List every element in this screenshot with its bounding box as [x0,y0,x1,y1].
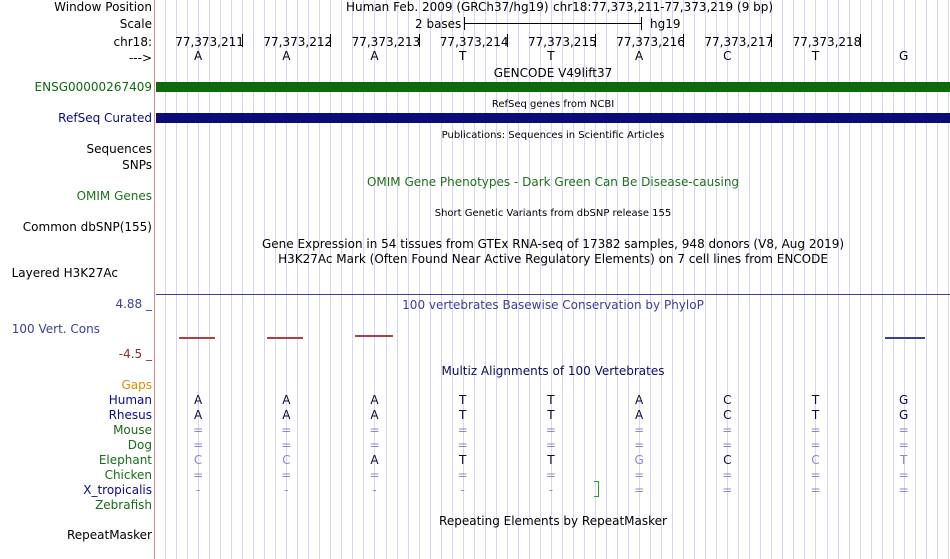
alignment-cell: = [193,438,204,452]
base-letter: A [282,49,291,63]
alignment-cell: = [369,438,380,452]
phylop-track-title: 100 vertebrates Basewise Conservation by PhyloP [402,298,704,312]
alignment-cell: = [634,423,645,437]
alignment-cell: = [369,468,380,482]
alignment-cell: C [723,393,732,407]
alignment-cell: G [899,393,909,407]
alignment-cell: = [281,468,292,482]
alignment-cell: A [282,393,291,407]
base-letter: A [370,49,379,63]
alignment-cell: T [547,453,555,467]
assembly-title: Human Feb. 2009 (GRCh37/hg19) [346,0,549,14]
base-letter: T [547,49,555,63]
cons-value-1 [179,337,215,339]
strand-label[interactable]: ---> [128,51,152,65]
alignment-cell: A [370,408,379,422]
alignment-cell: = [457,423,468,437]
omim-track-label[interactable]: OMIM Genes [76,189,152,203]
snps-track-label[interactable]: SNPs [122,158,152,172]
base-letter: A [634,49,644,63]
alignment-cell: A [282,408,291,422]
species-label-elephant[interactable]: Elephant [98,453,152,467]
alignment-cell: = [898,483,909,497]
alignment-cell: = [281,438,292,452]
scale-label: Scale [119,17,152,31]
omim-track-title: OMIM Gene Phenotypes - Dark Green Can Be Disease-causing [366,175,740,189]
alignment-cell: T [459,393,467,407]
alignment-cell: = [810,483,821,497]
cons-max-label: 4.88 _ [115,297,152,311]
alignment-cell: = [634,483,645,497]
alignment-cell: = [545,438,556,452]
refseq-track-title: RefSeq genes from NCBI [491,99,615,110]
alignment-cell: A [193,408,203,422]
cons-value-3 [355,335,393,337]
species-label-zebrafish[interactable]: Zebrafish [95,498,152,512]
refseq-gene-bar[interactable] [156,113,950,123]
alignment-cell: = [722,468,733,482]
repeatmasker-track-title: Repeating Elements by RepeatMasker [439,514,667,528]
alignment-cell: = [810,423,821,437]
alignment-cell: - [372,483,377,497]
gtex-track-title: Gene Expression in 54 tissues from GTEx RNA-seq of 17382 samples, 948 donors (V8, Aug 2019) [261,237,845,251]
alignment-cell: G [634,453,644,467]
publications-track-title: Publications: Sequences in Scientific Articles [441,130,665,141]
ruler-position: 77,373,211 [175,35,244,49]
gaps-label: Gaps [121,378,152,392]
alignment-cell: = [898,468,909,482]
ruler-position: 77,373,217 [704,35,774,49]
alignment-cell: = [545,423,556,437]
refseq-track-label[interactable]: RefSeq Curated [58,111,152,125]
alignment-cell: - [284,483,289,497]
alignment-cell: = [281,423,292,437]
base-letter: T [459,49,467,63]
species-label-dog[interactable]: Dog [127,438,152,452]
ruler-position: 77,373,215 [528,35,597,49]
chrom-label: chr18: [113,35,152,49]
alignment-cell: T [459,408,467,422]
species-label-chicken[interactable]: Chicken [104,468,152,482]
alignment-cell: = [545,468,556,482]
alignment-cell: T [811,393,820,407]
ruler-position: 77,373,216 [616,35,685,49]
alignment-cell: - [195,483,201,497]
alignment-cell: = [722,438,733,452]
dbsnp-track-title: Short Genetic Variants from dbSNP release 155 [434,208,672,219]
alignment-cell: G [899,408,909,422]
scale-bar [464,23,642,24]
alignment-cell: C [811,453,820,467]
gencode-gene-bar[interactable] [156,82,950,92]
h3k27ac-track-label[interactable]: Layered H3K27Ac [11,266,118,280]
window-position-label: Window Position [54,0,152,14]
gencode-track-title: GENCODE V49lift37 [493,66,613,80]
alignment-cell: = [898,423,909,437]
position-range: chr18:77,373,211-77,373,219 (9 bp) [553,0,774,14]
ruler-position: 77,373,218 [792,35,862,49]
gencode-track-label[interactable]: ENSG00000267409 [34,80,152,94]
alignment-cell: A [193,393,203,407]
insertion-marker [594,481,599,497]
alignment-cell: = [810,468,821,482]
alignment-cell: - [460,483,465,497]
ruler-position: 77,373,213 [351,35,421,49]
alignment-cell: T [459,453,467,467]
alignment-cell: = [457,438,468,452]
h3k27ac-track-title: H3K27Ac Mark (Often Found Near Active Regulatory Elements) on 7 cell lines from ENCODE [278,252,828,266]
ruler-position: 77,373,212 [263,35,333,49]
alignment-cell: = [634,468,645,482]
dbsnp-track-label[interactable]: Common dbSNP(155) [22,220,152,234]
cons-value-2 [267,337,303,339]
alignment-cell: = [722,483,733,497]
alignment-cell: T [547,408,555,422]
phylop-top-line [156,294,950,295]
alignment-cell: = [193,423,204,437]
ruler-position: 77,373,214 [439,35,509,49]
alignment-cell: = [722,423,733,437]
alignment-cell: = [634,438,645,452]
base-letter: A [193,49,203,63]
alignment-cell: A [634,408,644,422]
species-label-human[interactable]: Human [108,393,152,407]
scale-bar-right [641,17,642,30]
alignment-cell: C [723,453,732,467]
scale-db: hg19 [650,17,681,31]
sequences-track-label[interactable]: Sequences [86,142,152,156]
alignment-cell: = [193,468,204,482]
alignment-cell: C [723,408,732,422]
cons-value-9 [885,337,925,339]
alignment-cell: A [634,393,644,407]
alignment-cell: = [898,438,909,452]
alignment-cell: C [282,453,291,467]
alignment-cell: T [547,393,555,407]
base-letter: G [899,49,909,63]
alignment-cell: - [548,483,554,497]
alignment-cell: T [900,453,908,467]
alignment-cell: C [193,453,203,467]
alignment-cell: = [810,438,821,452]
base-letter: C [723,49,732,63]
cons-min-label: -4.5 _ [118,347,152,361]
alignment-cell: = [369,423,380,437]
cons-track-label[interactable]: 100 Vert. Cons [11,322,100,336]
species-label-rhesus[interactable]: Rhesus [108,408,152,422]
alignment-cell: A [370,393,379,407]
track-labels [0,0,155,559]
repeatmasker-track-label[interactable]: RepeatMasker [66,528,152,542]
base-letter: T [811,49,820,63]
multiz-track-title: Multiz Alignments of 100 Vertebrates [441,364,665,378]
alignment-cell: T [811,408,820,422]
species-label-mouse[interactable]: Mouse [113,423,152,437]
species-label-x_tropicalis[interactable]: X_tropicalis [83,483,152,497]
alignment-cell: A [370,453,379,467]
alignment-cell: = [457,468,468,482]
scale-text: 2 bases [415,17,462,31]
